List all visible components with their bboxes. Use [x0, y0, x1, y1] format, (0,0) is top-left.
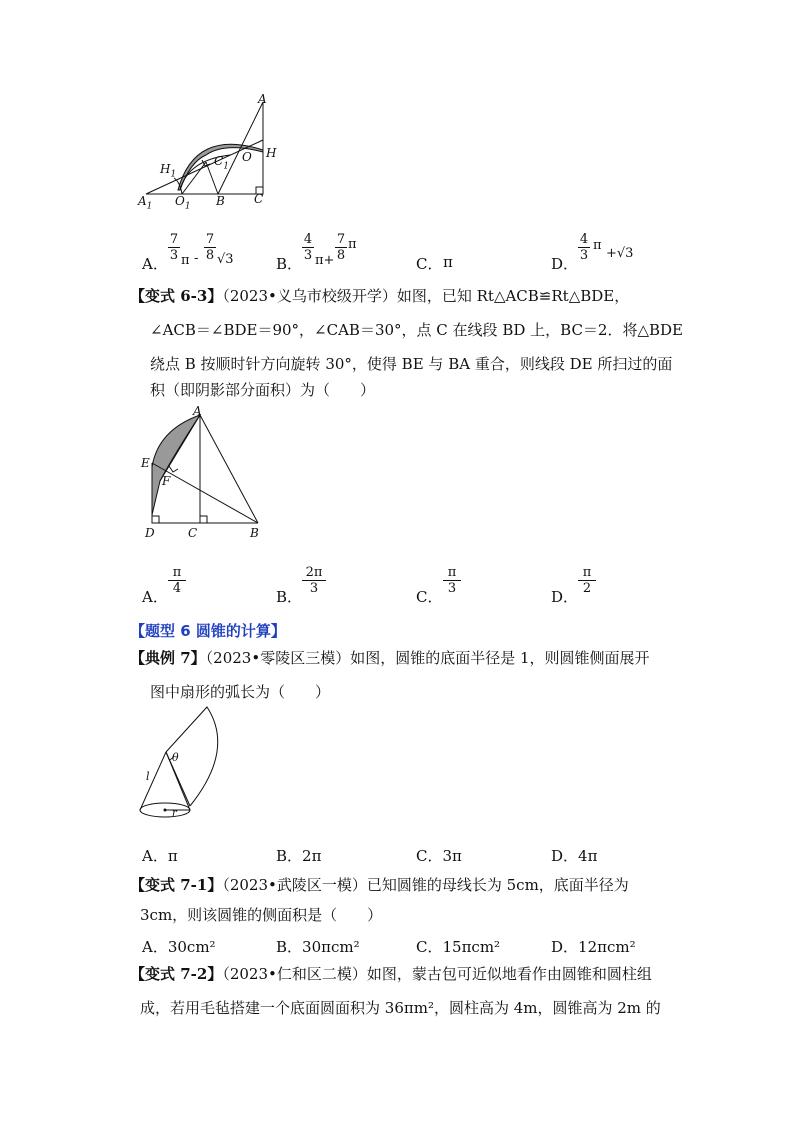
q72-line1: 【变式 7-2】（2023•仁和区二模）如图，蒙古包可近似地看作由圆锥和圆柱组	[130, 965, 652, 983]
label-O1: $O_1$	[175, 194, 191, 212]
q7-option-b[interactable]: B．2π	[276, 847, 322, 865]
q71-option-b[interactable]: B．30πcm²	[276, 938, 360, 956]
shaded-region	[152, 415, 200, 515]
q63-line2: ∠ACB＝∠BDE＝90°，∠CAB＝30°，点 C 在线段 BD 上，BC＝2．将△BDE	[150, 321, 683, 339]
q71-option-a[interactable]: A．30cm²	[142, 938, 216, 956]
q63-line4: 积（即阴影部分面积）为（ ）	[150, 381, 376, 399]
label-B: B	[216, 194, 225, 208]
label-r: r	[172, 808, 177, 819]
q63-line1: 【变式 6-3】（2023•义乌市校级开学）如图，已知 Rt△ACB≌Rt△BDE，	[130, 287, 630, 305]
section-heading: 【题型 6 圆锥的计算】	[130, 622, 286, 640]
label-H1: $H_1$	[160, 162, 177, 180]
q7-option-a[interactable]: A．π	[142, 847, 178, 865]
label-E: E	[141, 456, 150, 470]
label-theta: θ	[172, 751, 179, 764]
q7-option-c[interactable]: C．3π	[416, 847, 462, 865]
label-l: l	[146, 770, 150, 783]
q63-line3: 绕点 B 按顺时针方向旋转 30°，使得 BE 与 BA 重合，则线段 DE 所扫过的面	[150, 355, 673, 373]
label-A: A	[193, 404, 202, 418]
label-A1: $A_1$	[138, 194, 153, 212]
q71-option-c[interactable]: C．15πcm²	[416, 938, 501, 956]
label-C1: $C_1$	[214, 154, 229, 172]
label-D: D	[145, 526, 155, 540]
q7-line1: 【典例 7】（2023•零陵区三模）如图，圆锥的底面半径是 1，则圆锥侧面展开	[130, 649, 650, 667]
q71-line2: 3cm，则该圆锥的侧面积是（ ）	[140, 906, 383, 924]
label-A: A	[258, 92, 267, 106]
label-C: C	[188, 526, 198, 540]
label-O: O	[242, 150, 252, 164]
q7-option-d[interactable]: D．4π	[551, 847, 598, 865]
q71-option-d[interactable]: D．12πcm²	[551, 938, 636, 956]
figure-rotation-sweep	[140, 405, 270, 540]
label-B: B	[250, 526, 259, 540]
figure-cone-sector	[130, 700, 230, 828]
label-H: H	[266, 146, 277, 160]
label-C: C	[254, 192, 264, 206]
label-F: F	[162, 474, 171, 488]
q71-line1: 【变式 7-1】（2023•武陵区一模）已知圆锥的母线长为 5cm，底面半径为	[130, 876, 629, 894]
q7-line2: 图中扇形的弧长为（ ）	[150, 683, 331, 701]
q72-line2: 成，若用毛毡搭建一个底面圆面积为 36πm²，圆柱高为 4m，圆锥高为 2m 的	[140, 999, 661, 1017]
